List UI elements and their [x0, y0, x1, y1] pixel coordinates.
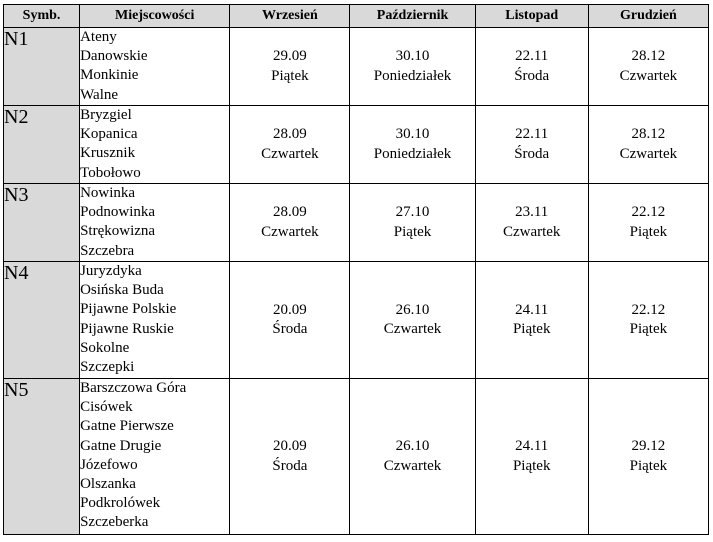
header-places: Miejscowości — [80, 5, 230, 28]
collection-weekday: Piątek — [629, 321, 668, 337]
collection-weekday: Czwartek — [261, 223, 319, 240]
header-symb: Symb. — [4, 5, 80, 28]
table-header — [4, 5, 709, 28]
header-row — [4, 5, 709, 28]
collection-weekday: Piątek — [512, 321, 551, 337]
place-name: Nowinka — [80, 185, 136, 201]
collection-date: 22.11 — [515, 126, 549, 143]
place-name: Podkrolówek — [80, 495, 161, 512]
collection-weekday: Piątek — [271, 67, 309, 84]
date-cell — [588, 106, 708, 184]
collection-date: 29.09 — [273, 48, 307, 65]
collection-weekday: Środa — [514, 145, 550, 162]
row-symbol: N4 — [4, 262, 80, 379]
collection-weekday: Czwartek — [383, 321, 442, 337]
place-name: Kopanica — [80, 126, 138, 143]
row-symbol: N5 — [4, 379, 80, 535]
table-row — [4, 106, 709, 184]
header-month-december: Grudzień — [588, 5, 708, 28]
collection-weekday: Środa — [272, 457, 308, 474]
place-name: Gatne Pierwsze — [80, 418, 174, 435]
collection-weekday: Piątek — [393, 223, 432, 240]
place-name: Pijawne Polskie — [80, 301, 177, 318]
table-body — [4, 28, 709, 535]
collection-date: 27.10 — [395, 204, 430, 221]
collection-date: 22.11 — [515, 48, 549, 65]
place-name: Barszczowa Góra — [80, 380, 187, 396]
collection-date: 28.09 — [273, 204, 307, 221]
collection-date: 23.11 — [515, 204, 549, 221]
collection-date: 22.12 — [631, 301, 666, 318]
date-cell — [588, 379, 708, 535]
header-month-november: Listopad — [475, 5, 588, 28]
place-name: Osińska Buda — [80, 282, 164, 299]
collection-weekday: Czwartek — [261, 145, 319, 162]
date-cell — [230, 28, 350, 106]
date-cell — [588, 184, 708, 262]
place-name: Szczepki — [80, 359, 135, 376]
row-symbol: N3 — [4, 184, 80, 262]
collection-weekday: Piątek — [629, 223, 668, 240]
collection-weekday: Czwartek — [619, 67, 678, 84]
collection-weekday: Piątek — [629, 457, 668, 474]
place-name: Gatne Drugie — [80, 437, 162, 454]
date-cell — [588, 28, 708, 106]
date-cell — [230, 379, 350, 535]
collection-date: 24.11 — [515, 438, 549, 455]
table-row — [4, 262, 709, 379]
date-cell — [475, 106, 588, 184]
place-name: Szczeberka — [80, 514, 149, 531]
collection-date: 30.10 — [395, 126, 430, 143]
place-name: Cisówek — [80, 399, 133, 416]
collection-date: 28.12 — [631, 48, 666, 65]
collection-date: 29.12 — [631, 438, 666, 455]
date-cell — [475, 262, 588, 379]
row-symbol: N1 — [4, 28, 80, 106]
collection-date: 30.10 — [395, 48, 430, 65]
collection-weekday: Środa — [514, 67, 550, 84]
collection-weekday: Piątek — [512, 457, 551, 474]
date-cell — [475, 379, 588, 535]
place-name: Tobołowo — [80, 164, 141, 181]
place-name: Olszanka — [80, 476, 136, 493]
place-name: Podnowinka — [80, 204, 156, 221]
collection-weekday: Czwartek — [619, 145, 678, 162]
table-row — [4, 379, 709, 535]
collection-date: 20.09 — [273, 438, 307, 455]
place-name: Pijawne Ruskie — [80, 320, 174, 337]
table-row — [4, 184, 709, 262]
place-name: Monkinie — [80, 67, 139, 84]
collection-date: 26.10 — [395, 301, 430, 318]
date-cell — [588, 262, 708, 379]
collection-weekday: Poniedziałek — [373, 67, 452, 84]
row-places — [80, 184, 230, 262]
date-cell — [350, 28, 475, 106]
place-name: Sokolne — [80, 339, 130, 356]
collection-weekday: Czwartek — [383, 457, 442, 474]
row-symbol: N2 — [4, 106, 80, 184]
date-cell — [350, 379, 475, 535]
collection-date: 20.09 — [273, 301, 307, 318]
date-cell — [475, 28, 588, 106]
date-cell — [350, 262, 475, 379]
place-name: Szczebra — [80, 242, 135, 259]
place-name: Bryzgiel — [80, 107, 132, 123]
place-name: Danowskie — [80, 48, 148, 65]
date-cell — [230, 184, 350, 262]
row-places — [80, 379, 230, 535]
row-places — [80, 106, 230, 184]
place-name: Strękowizna — [80, 223, 156, 240]
date-cell — [230, 106, 350, 184]
collection-date: 26.10 — [395, 438, 430, 455]
date-cell — [350, 106, 475, 184]
place-name: Walne — [80, 86, 119, 103]
place-name: Juryzdyka — [80, 263, 142, 279]
collection-weekday: Czwartek — [502, 223, 561, 240]
row-places — [80, 262, 230, 379]
header-month-october: Październik — [350, 5, 475, 28]
collection-date: 24.11 — [515, 301, 549, 318]
collection-date: 28.12 — [631, 126, 666, 143]
collection-date: 22.12 — [631, 204, 666, 221]
table-row — [4, 28, 709, 106]
collection-weekday: Środa — [272, 321, 308, 337]
place-name: Krusznik — [80, 145, 136, 162]
collection-date: 28.09 — [273, 126, 307, 143]
place-name: Ateny — [80, 29, 117, 45]
schedule-table — [3, 4, 709, 535]
place-name: Józefowo — [80, 456, 138, 473]
date-cell — [350, 184, 475, 262]
row-places — [80, 28, 230, 106]
date-cell — [475, 184, 588, 262]
header-month-september: Wrzesień — [230, 5, 350, 28]
date-cell — [230, 262, 350, 379]
collection-weekday: Poniedziałek — [373, 145, 452, 162]
